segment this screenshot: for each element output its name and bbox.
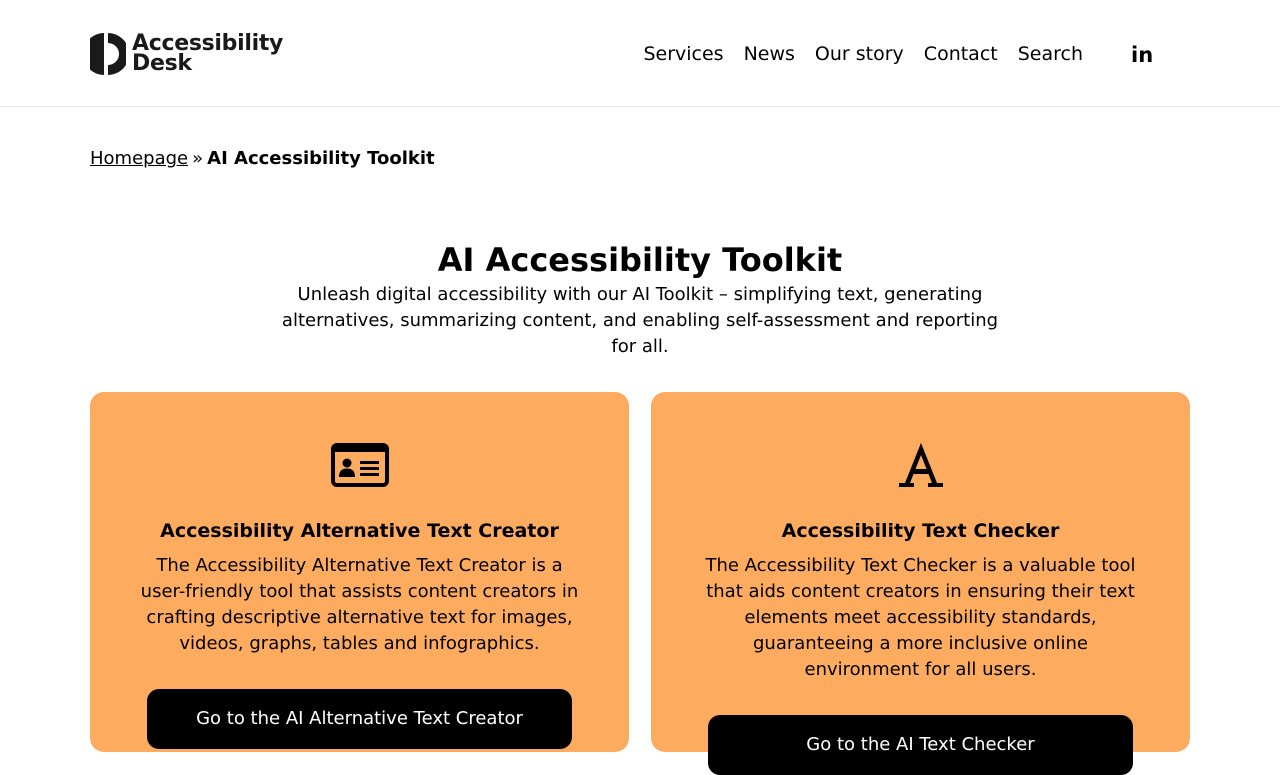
- breadcrumb-current: AI Accessibility Toolkit: [207, 148, 435, 169]
- breadcrumb-home-link[interactable]: Homepage: [90, 148, 189, 169]
- site-header: [0, 0, 1280, 107]
- main-nav: [643, 40, 1083, 68]
- nav-contact[interactable]: Contact: [923, 43, 998, 65]
- logo-wordmark: [132, 31, 284, 76]
- tool-card-alt-text-creator: [90, 392, 629, 752]
- site-logo[interactable]: [90, 30, 283, 78]
- page-title: AI Accessibility Toolkit: [437, 241, 843, 279]
- breadcrumb: [90, 146, 435, 172]
- card-description: The Accessibility Text Checker is a valuable tool that aids content creators in ensuring their text elements meet accessibility standards, guaranteeing a more inclusive online environment for all users.: [705, 555, 1136, 680]
- nav-news[interactable]: News: [743, 43, 795, 65]
- text-checker-button[interactable]: Go to the AI Text Checker: [708, 715, 1133, 775]
- page-intro: Unleash digital accessibility with our AI Toolkit – simplifying text, generating alternatives, summarizing content, and enabling self-assessment and reporting for all.: [281, 284, 999, 357]
- breadcrumb-separator: »: [192, 148, 204, 169]
- card-description: The Accessibility Alternative Text Creator is a user-friendly tool that assists content creators in crafting descriptive alternative text for images, videos, graphs, tables and infographics.: [140, 555, 579, 654]
- logo-mark-icon: [90, 31, 126, 77]
- nav-search[interactable]: Search: [1017, 43, 1083, 65]
- id-card-icon: [90, 440, 629, 490]
- linkedin-icon[interactable]: in: [1131, 43, 1154, 67]
- alt-text-creator-button[interactable]: Go to the AI Alternative Text Creator: [147, 689, 572, 749]
- nav-services[interactable]: Services: [643, 43, 724, 65]
- card-title: Accessibility Text Checker: [781, 520, 1060, 542]
- font-letter-a-icon: [651, 440, 1190, 490]
- tool-card-text-checker: [651, 392, 1190, 755]
- card-title: Accessibility Alternative Text Creator: [160, 520, 559, 542]
- logo-line-2: Desk: [132, 51, 192, 76]
- nav-our-story[interactable]: Our story: [814, 43, 904, 65]
- logo-line-1: Accessibility: [132, 31, 284, 56]
